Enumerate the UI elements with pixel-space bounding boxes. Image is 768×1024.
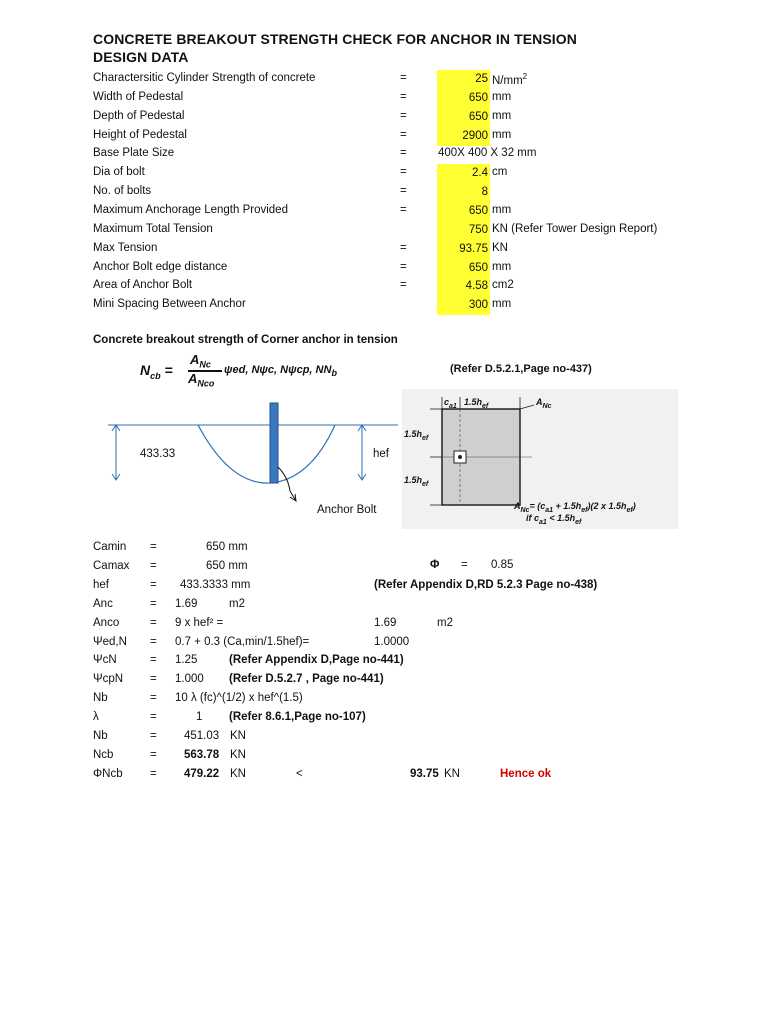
design-row-unit: KN [492, 241, 508, 254]
anchor-bolt [270, 403, 278, 483]
design-row-equals: = [400, 72, 407, 84]
design-row-value: 650 [437, 108, 490, 127]
bolt-leader [278, 467, 296, 501]
design-row-equals: = [400, 185, 407, 198]
design-row-equals: = [400, 147, 407, 160]
section-title-design-data: DESIGN DATA [93, 49, 189, 65]
design-row-equals: = [400, 109, 407, 122]
calc-row-value: 650 mm [206, 559, 248, 572]
page-title: CONCRETE BREAKOUT STRENGTH CHECK FOR ANCHOR IN TENSION [93, 31, 577, 47]
design-row-value: 650 [437, 89, 490, 108]
calc-row-equals: = [150, 767, 157, 780]
design-row-value: 650 [437, 202, 490, 221]
calc-row-value: 433.3333 mm [180, 578, 251, 591]
design-row-unit: cm2 [492, 279, 514, 292]
design-row-label: No. of bolts [93, 185, 152, 198]
calc-row-unit: m2 [229, 597, 245, 610]
design-row-value: 8 [437, 183, 490, 202]
hef-label: hef [373, 448, 389, 460]
design-row-unit: cm [492, 166, 508, 179]
design-row-label: Charactersitic Cylinder Strength of concrete [93, 72, 316, 84]
design-row-unit: mm [492, 260, 512, 273]
calc-row-unit2: m2 [437, 616, 453, 629]
calc-row-unit: KN [230, 767, 246, 780]
design-row-value: 2900 [437, 127, 490, 146]
design-row-value: 93.75 [437, 240, 490, 259]
calc-row-label: Ncb [93, 748, 114, 761]
calc-row-label: λ [93, 711, 99, 724]
design-row-equals: = [400, 90, 407, 103]
phi-value: 0.85 [491, 559, 514, 571]
calc-row-unit2: KN [444, 767, 460, 780]
design-row-label: Height of Pedestal [93, 128, 187, 141]
design-row-label: Base Plate Size [93, 147, 175, 160]
calc-row-label: Nb [93, 692, 108, 705]
calc-row-value: 451.03 [184, 730, 220, 742]
phi-symbol: Φ [430, 559, 440, 571]
design-row-value: 650 [437, 259, 490, 278]
calc-row-value2: 93.75 [410, 767, 439, 780]
design-row-unit: mm [492, 90, 512, 103]
calc-row-comparison: < [296, 767, 303, 780]
calc-row-value: 650 mm [206, 541, 248, 553]
design-row-label: Anchor Bolt edge distance [93, 260, 228, 273]
calc-row-label: ΨcpN [93, 673, 124, 686]
calc-row-reference: (Refer 8.6.1,Page no-107) [229, 711, 366, 724]
calc-row-equals: = [150, 711, 157, 724]
design-row-equals: = [400, 279, 407, 292]
breakout-section-heading: Concrete breakout strength of Corner anchor in tension [93, 334, 398, 346]
calc-row-equals: = [150, 692, 157, 705]
design-row-equals: = [400, 260, 407, 273]
calc-row-unit: KN [230, 748, 246, 761]
design-row-label: Max Tension [93, 241, 158, 254]
calc-row-equals: = [150, 730, 157, 742]
design-row-unit: mm [492, 109, 512, 122]
calc-row-label: Camax [93, 559, 130, 572]
design-row-unit: $N/mm^2$ [492, 72, 528, 87]
calc-row-value: 479.22 [184, 767, 220, 780]
design-row-equals: = [400, 166, 407, 179]
calc-row-equals: = [150, 654, 157, 667]
breakout-formula: $N_{cb}$ = $A_{Nc}$ $A_{Nco}$ ψed, Nψc, Nψcp, $NN_b$ [140, 352, 337, 389]
calc-row-equals: = [150, 635, 157, 648]
calc-row-equals: = [150, 673, 157, 686]
verdict-text: Hence ok [500, 767, 552, 780]
calc-row-value: 563.78 [184, 748, 220, 761]
design-row-value: 750 [437, 221, 490, 240]
calc-row-label: ΦNcb [93, 767, 123, 780]
design-row-label: Maximum Anchorage Length Provided [93, 203, 288, 216]
calc-row-value: 1.69 [175, 597, 198, 610]
calc-row-value: 0.7 + 0.3 (Ca,min/1.5hef)= [175, 635, 310, 648]
calc-row-value: 10 λ (fc)^(1/2) x hef^(1.5) [175, 692, 303, 705]
calc-row-label: Anc [93, 597, 113, 610]
calc-row-value: 9 x hef² = [175, 616, 224, 629]
calc-row-equals: = [150, 597, 157, 610]
design-row-unit: mm [492, 128, 512, 141]
calc-row-value2: 1.69 [374, 616, 397, 629]
calc-row-value: 1.000 [175, 673, 204, 686]
formula-reference: (Refer D.5.2.1,Page no-437) [450, 363, 592, 375]
calc-row-value2: 1.0000 [374, 635, 410, 648]
design-row-value: 25 [437, 70, 490, 89]
design-row-unit: KN (Refer Tower Design Report) [492, 222, 658, 235]
calc-row-reference: (Refer D.5.2.7 , Page no-441) [229, 673, 384, 686]
design-row-equals: = [400, 203, 407, 216]
breakout-cone [198, 425, 335, 483]
calc-row-label: Anco [93, 616, 120, 629]
calc-row-equals: = [150, 578, 157, 591]
calc-row-equals: = [150, 748, 157, 761]
design-row-equals: = [400, 241, 407, 254]
calc-row-label: ΨcN [93, 654, 117, 667]
design-row-equals: = [400, 128, 407, 141]
anc-figure: $c_{a1}$ $1.5h_{ef}$ $1.5h_{ef}$ $1.5h_{ef}$ $A_{Nc}$ $A_{Nc}= (c_{a1} + 1.5h_{ef})(2$ x $1.5h_{ef}$) if $c_{a1} < 1.5h_{ef}$ [402, 389, 678, 529]
calc-row-reference: (Refer Appendix D,RD 5.2.3 Page no-438) [374, 578, 598, 591]
design-row-value: 2.4 [437, 164, 490, 183]
calc-row-equals: = [150, 559, 157, 572]
calc-row-equals: = [150, 616, 157, 629]
calc-row-value: 1 [196, 711, 203, 724]
design-row-label: Mini Spacing Between Anchor [93, 298, 246, 311]
anchor-bolt-label: Anchor Bolt [317, 504, 377, 516]
calc-row-label: Nb [93, 730, 108, 742]
calc-row-label: Camin [93, 541, 127, 553]
design-row-label: Depth of Pedestal [93, 109, 185, 122]
design-row-value: 300 [437, 296, 490, 315]
depth-label: 433.33 [140, 448, 176, 460]
calc-row-equals: = [150, 541, 157, 553]
design-row-value: 400X 400 X 32 mm [438, 147, 537, 160]
calc-row-label: hef [93, 578, 109, 591]
design-row-unit: mm [492, 298, 512, 311]
design-row-label: Maximum Total Tension [93, 222, 213, 235]
calc-row-value: 1.25 [175, 654, 198, 667]
phi-eq: = [461, 559, 468, 571]
design-row-value: 4.58 [437, 277, 490, 296]
calc-row-reference: (Refer Appendix D,Page no-441) [229, 654, 404, 667]
design-row-label: Dia of bolt [93, 166, 145, 179]
design-row-unit: mm [492, 203, 512, 216]
design-row-label: Area of Anchor Bolt [93, 279, 193, 292]
design-row-label: Width of Pedestal [93, 90, 184, 103]
calc-row-label: Ψed,N [93, 635, 127, 648]
calc-row-unit: KN [230, 730, 246, 742]
